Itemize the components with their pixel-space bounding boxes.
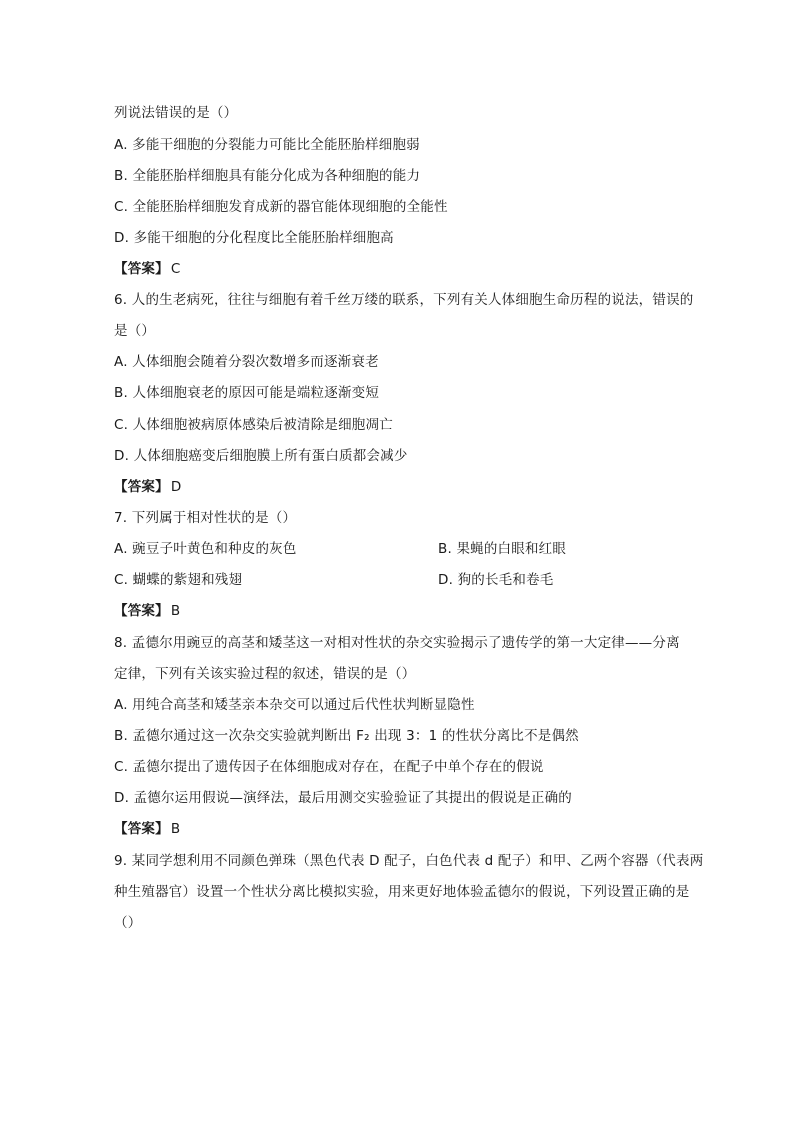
q5-stem-tail: 列说法错误的是（） (114, 105, 238, 121)
answer-value: C (170, 261, 181, 277)
answer-label: 【答案】 (114, 479, 169, 495)
q8-option-a: A. 用纯合高茎和矮茎亲本杂交可以通过后代性状判断显隐性 (114, 697, 475, 713)
q8-option-b: B. 孟德尔通过这一次杂交实验就判断出 F₂ 出现 3：1 的性状分离比不是偶然 (114, 728, 579, 744)
q6-stem-line1: 6. 人的生老病死，往往与细胞有着千丝万缕的联系，下列有关人体细胞生命历程的说法，错误的 (114, 292, 694, 308)
q9-stem-line3: （） (114, 915, 142, 931)
q6-option-d: D. 人体细胞癌变后细胞膜上所有蛋白质都会减少 (114, 448, 408, 464)
q8-answer (114, 820, 180, 838)
q5-option-d: D. 多能干细胞的分化程度比全能胚胎样细胞高 (114, 230, 394, 246)
q8-option-d: D. 孟德尔运用假说—演绎法，最后用测交实验验证了其提出的假说是正确的 (114, 790, 572, 806)
q7-option-a: A. 豌豆子叶黄色和种皮的灰色 (114, 541, 297, 557)
q5-option-a: A. 多能干细胞的分裂能力可能比全能胚胎样细胞弱 (114, 137, 420, 153)
q8-option-c: C. 孟德尔提出了遗传因子在体细胞成对存在，在配子中单个存在的假说 (114, 759, 544, 775)
q7-option-d: D. 狗的长毛和卷毛 (438, 572, 554, 588)
answer-label: 【答案】 (114, 261, 169, 277)
answer-label: 【答案】 (114, 821, 169, 837)
answer-value: B (170, 821, 181, 837)
q8-stem-line2: 定律，下列有关该实验过程的叙述，错误的是（） (114, 666, 416, 682)
q5-option-b: B. 全能胚胎样细胞具有能分化成为各种细胞的能力 (114, 168, 421, 184)
q9-stem-line2: 种生殖器官）设置一个性状分离比模拟实验，用来更好地体验孟德尔的假说，下列设置正确的是 (114, 884, 690, 900)
q5-answer (114, 260, 180, 278)
q7-option-c: C. 蝴蝶的紫翅和残翅 (114, 572, 243, 588)
q6-answer (114, 478, 181, 496)
answer-label: 【答案】 (114, 603, 169, 619)
q9-stem-line1: 9. 某同学想利用不同颜色弹珠（黑色代表 D 配子，白色代表 d 配子）和甲、乙两个容器（代表两 (114, 853, 704, 869)
q7-answer (114, 602, 180, 620)
q8-stem-line1: 8. 孟德尔用豌豆的高茎和矮茎这一对相对性状的杂交实验揭示了遗传学的第一大定律——分离 (114, 635, 680, 651)
q6-option-c: C. 人体细胞被病原体感染后被清除是细胞凋亡 (114, 417, 393, 433)
q6-option-b: B. 人体细胞衰老的原因可能是端粒逐渐变短 (114, 385, 380, 401)
q6-stem-line2: 是（） (114, 323, 156, 339)
q5-option-c: C. 全能胚胎样细胞发育成新的器官能体现细胞的全能性 (114, 199, 448, 215)
q7-option-b: B. 果蝇的白眼和红眼 (438, 541, 567, 557)
answer-value: D (170, 479, 182, 495)
q6-option-a: A. 人体细胞会随着分裂次数增多而逐渐衰老 (114, 354, 379, 370)
q7-stem: 7. 下列属于相对性状的是（） (114, 510, 297, 526)
answer-value: B (170, 603, 181, 619)
